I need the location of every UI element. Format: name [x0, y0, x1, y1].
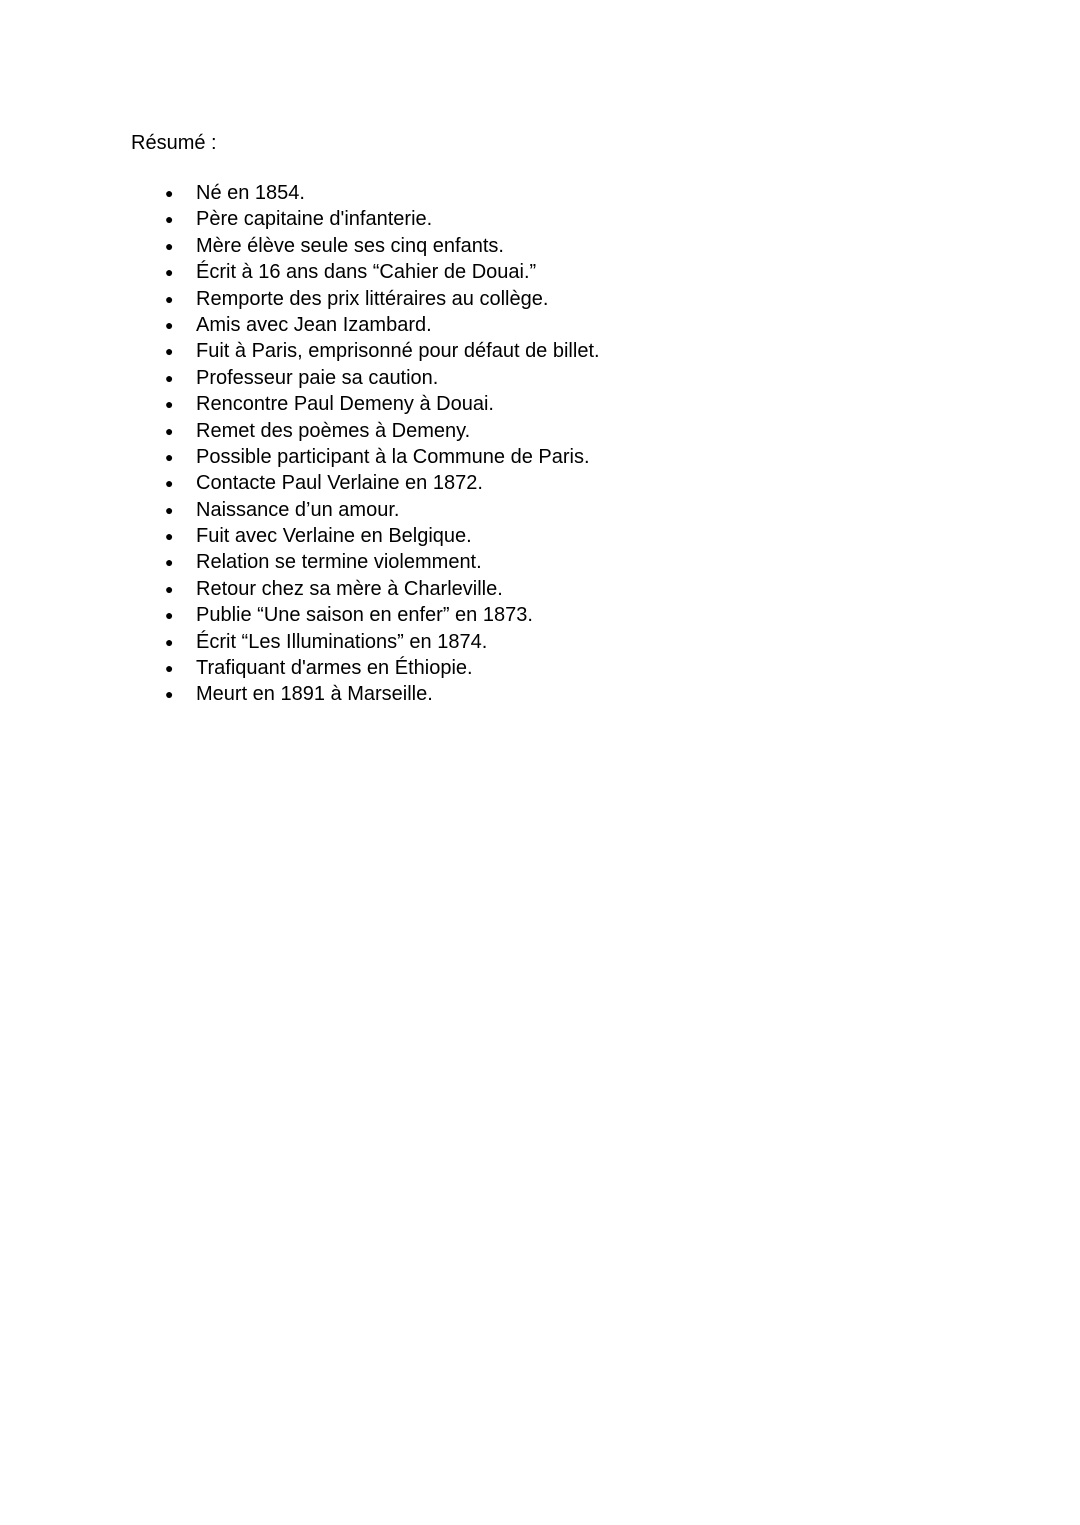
bullet-icon: ● [165, 660, 174, 677]
bullet-icon: ● [165, 211, 174, 228]
list-item-text: Né en 1854. [196, 182, 305, 204]
bullet-icon: ● [165, 264, 174, 281]
list-item-text: Rencontre Paul Demeny à Douai. [196, 393, 494, 416]
bullet-icon: ● [165, 475, 174, 492]
bullet-icon: ● [165, 528, 174, 545]
bullet-icon: ● [165, 396, 174, 413]
list-item-text: Naissance d’un amour. [196, 498, 400, 521]
list-item-text: Professeur paie sa caution. [196, 366, 439, 389]
bullet-icon: ● [165, 554, 174, 571]
list-item-text: Remet des poèmes à Demeny. [196, 419, 471, 442]
list-item-text: Contacte Paul Verlaine en 1872. [196, 472, 483, 495]
bullet-icon: ● [165, 580, 174, 597]
list-item-text: Retour chez sa mère à Charleville. [196, 577, 503, 600]
list-item-text: Possible participant à la Commune de Paris. [196, 445, 590, 468]
list-item-text: Trafiquant d'armes en Éthiopie. [196, 657, 473, 680]
bullet-icon: ● [165, 422, 174, 439]
list-item-text: Amis avec Jean Izambard. [196, 313, 432, 336]
list-item-text: Père capitaine d'infanterie. [196, 208, 433, 231]
bullet-icon: ● [165, 237, 174, 254]
bullet-icon: ● [165, 290, 174, 307]
bullet-icon: ● [165, 501, 174, 518]
bullet-icon: ● [165, 607, 174, 624]
list-item-text: Fuit avec Verlaine en Belgique. [196, 525, 472, 548]
list-item-text: Fuit à Paris, emprisonné pour défaut de billet. [196, 340, 600, 363]
list-item-text: Mère élève seule ses cinq enfants. [196, 234, 504, 257]
bullet-icon: ● [165, 686, 174, 703]
bullet-icon: ● [165, 343, 174, 360]
list-item-text: Publie “Une saison en enfer” en 1873. [196, 604, 533, 627]
bullet-icon: ● [165, 369, 174, 386]
list-item-text: Relation se termine violemment. [196, 551, 482, 574]
summary-heading: Résumé : [131, 132, 217, 154]
list-item-text: Écrit “Les Illuminations” en 1874. [196, 630, 488, 653]
list-item-text: Meurt en 1891 à Marseille. [196, 683, 433, 706]
bullet-icon: ● [165, 448, 174, 465]
list-item-text: Remporte des prix littéraires au collège. [196, 287, 549, 310]
list-item-text: Écrit à 16 ans dans “Cahier de Douai.” [196, 261, 537, 284]
bullet-icon: ● [165, 185, 174, 201]
bullet-icon: ● [165, 316, 174, 333]
bullet-icon: ● [165, 633, 174, 650]
